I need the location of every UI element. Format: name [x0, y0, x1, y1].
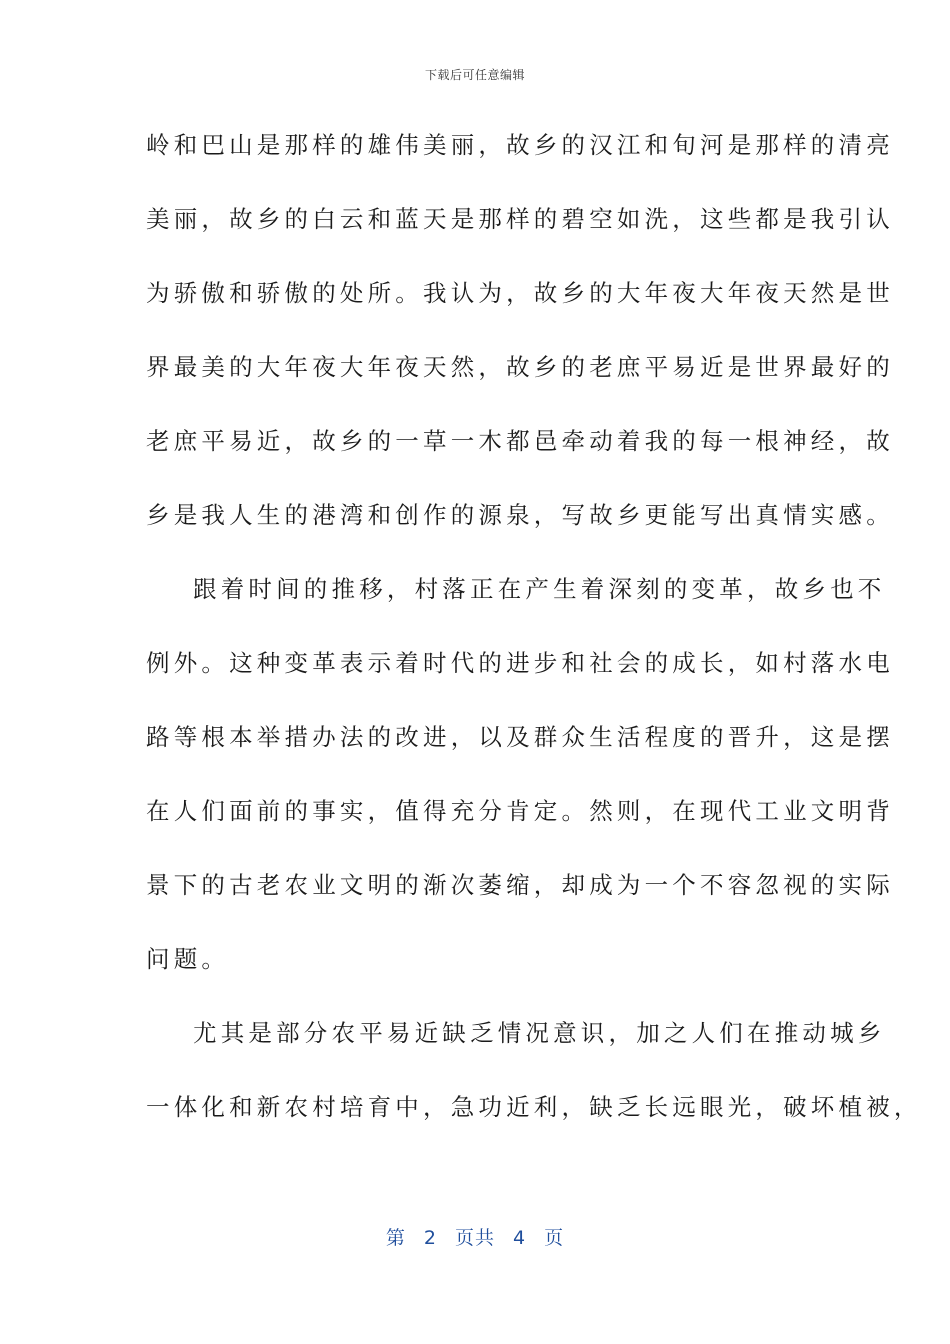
- page-number-footer: [0, 1225, 950, 1251]
- paragraph-line: 美丽，故乡的白云和蓝天是那样的碧空如洗，这些都是我引认: [146, 205, 894, 233]
- page-label-prefix: 第: [385, 1227, 406, 1249]
- paragraph-line: 乡是我人生的港湾和创作的源泉，写故乡更能写出真情实感。: [146, 501, 894, 529]
- paragraph-line: 尤其是部分农平易近缺乏情况意识，加之人们在推动城乡: [193, 1019, 886, 1047]
- paragraph-line: 一体化和新农村培育中，急功近利，缺乏长远眼光，破坏植被，: [146, 1093, 922, 1121]
- header-note: 下载后可任意编辑: [424, 68, 525, 82]
- total-page-count: 4: [513, 1227, 527, 1249]
- paragraph-line: 老庶平易近，故乡的一草一木都邑牵动着我的每一根神经，故: [146, 427, 894, 455]
- paragraph-line: 为骄傲和骄傲的处所。我认为，故乡的大年夜大年夜天然是世: [146, 279, 894, 307]
- page-label-mid: 页共: [454, 1227, 495, 1249]
- paragraph-line: 路等根本举措办法的改进，以及群众生活程度的晋升，这是摆: [146, 723, 894, 751]
- paragraph-line: 问题。: [146, 945, 230, 973]
- paragraph-line: 岭和巴山是那样的雄伟美丽，故乡的汉江和旬河是那样的清亮: [146, 131, 894, 159]
- paragraph-line: 例外。这种变革表示着时代的进步和社会的成长，如村落水电: [146, 649, 894, 677]
- current-page-number: 2: [423, 1227, 437, 1249]
- paragraph-line: 跟着时间的推移，村落正在产生着深刻的变革，故乡也不: [193, 575, 886, 603]
- paragraph-line: 景下的古老农业文明的渐次萎缩，却成为一个不容忽视的实际: [146, 871, 894, 899]
- paragraph-line: 界最美的大年夜大年夜天然，故乡的老庶平易近是世界最好的: [146, 353, 894, 381]
- paragraph-line: 在人们面前的事实，值得充分肯定。然则，在现代工业文明背: [146, 797, 894, 825]
- body-text: [146, 124, 922, 1160]
- page-label-suffix: 页: [544, 1227, 565, 1249]
